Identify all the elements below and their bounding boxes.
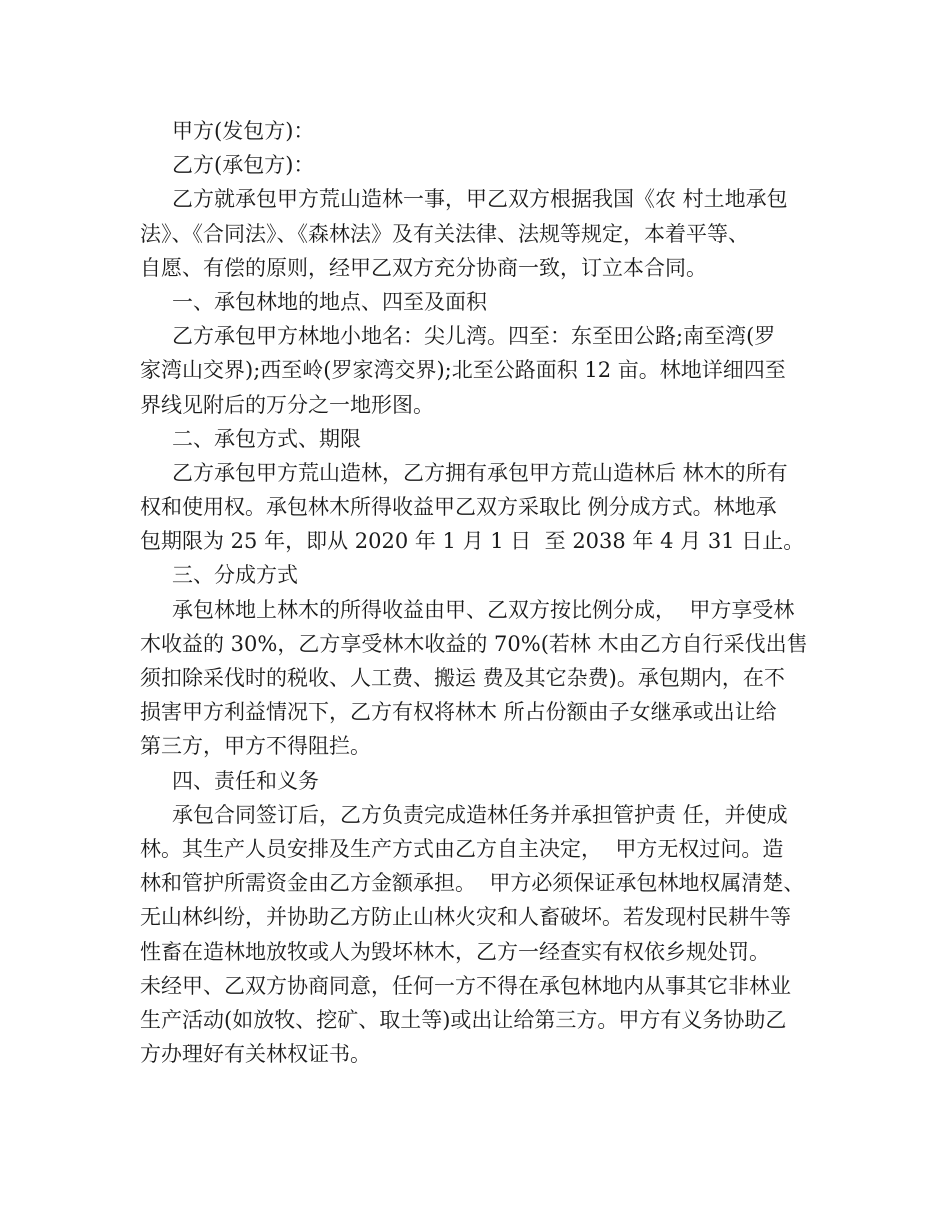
- section-4-line: 林和管护所需资金由乙方金额承担。 甲方必须保证承包林地权属清楚、: [140, 871, 805, 896]
- section-3-line: 第三方，甲方不得阻拦。: [140, 734, 371, 759]
- section-3-line: 损害甲方利益情况下，乙方有权将林木 所占份额由子女继承或出让给: [140, 700, 777, 725]
- section-3-line: 木收益的 30%，乙方享受林木收益的 70%(若林 木由乙方自行采伐出售: [140, 631, 808, 656]
- section-3-line: 须扣除采伐时的税收、人工费、搬运 费及其它杂费)。承包期内，在不: [140, 666, 785, 690]
- section-4-line: 未经甲、乙双方协商同意，任何一方不得在承包林地内从事其它非林业: [140, 973, 791, 998]
- section-heading-1: 一、承包林地的地点、四至及面积: [172, 289, 487, 314]
- preamble-line: 乙方就承包甲方荒山造林一事，甲乙双方根据我国《农 村土地承包: [172, 187, 788, 212]
- section-4-line: 承包合同签订后，乙方负责完成造林任务并承担管护责 任，并使成: [172, 802, 788, 827]
- party-a-line: 甲方(发包方)：: [172, 119, 315, 143]
- section-2-line: 包期限为 25 年，即从 2020 年 1 月 1 日 至 2038 年 4 月 31 日止。: [140, 529, 805, 554]
- section-heading-4: 四、责任和义务: [172, 768, 319, 793]
- section-1-line: 界线见附后的万分之一地形图。: [140, 392, 434, 417]
- section-4-line: 无山林纠纷，并协助乙方防止山林火灾和人畜破坏。若发现村民耕牛等: [140, 905, 791, 930]
- party-b-line: 乙方(承包方)：: [172, 153, 315, 178]
- preamble-line: 自愿、有偿的原则，经甲乙双方充分协商一致，订立本合同。: [140, 255, 707, 280]
- preamble-line: 法》、《合同法》、《森林法》及有关法律、法规等规定，本着平等、: [140, 221, 749, 246]
- section-2-line: 权和使用权。承包林木所得收益甲乙双方采取比 例分成方式。林地承: [140, 495, 777, 520]
- section-3-line: 承包林地上林木的所得收益由甲、乙双方按比例分成， 甲方享受林: [172, 597, 795, 622]
- document-page: [140, 114, 815, 1071]
- section-4-line: 性畜在造林地放牧或人为毁坏林木，乙方一经查实有权依乡规处罚。: [140, 939, 770, 964]
- section-1-line: 乙方承包甲方林地小地名：尖儿湾。四至：东至田公路;南至湾(罗: [172, 324, 776, 349]
- section-4-line: 林。其生产人员安排及生产方式由乙方自主决定， 甲方无权过问。造: [140, 836, 784, 861]
- section-2-line: 乙方承包甲方荒山造林，乙方拥有承包甲方荒山造林后 林木的所有: [172, 460, 788, 485]
- section-heading-3: 三、分成方式: [172, 563, 298, 588]
- section-1-line: 家湾山交界);西至岭(罗家湾交界);北至公路面积 12 亩。林地详细四至: [140, 358, 786, 383]
- section-4-line: 方办理好有关林权证书。: [140, 1042, 371, 1067]
- section-heading-2: 二、承包方式、期限: [172, 426, 361, 451]
- section-4-line: 生产活动(如放牧、挖矿、取土等)或出让给第三方。甲方有义务协助乙: [140, 1007, 787, 1032]
